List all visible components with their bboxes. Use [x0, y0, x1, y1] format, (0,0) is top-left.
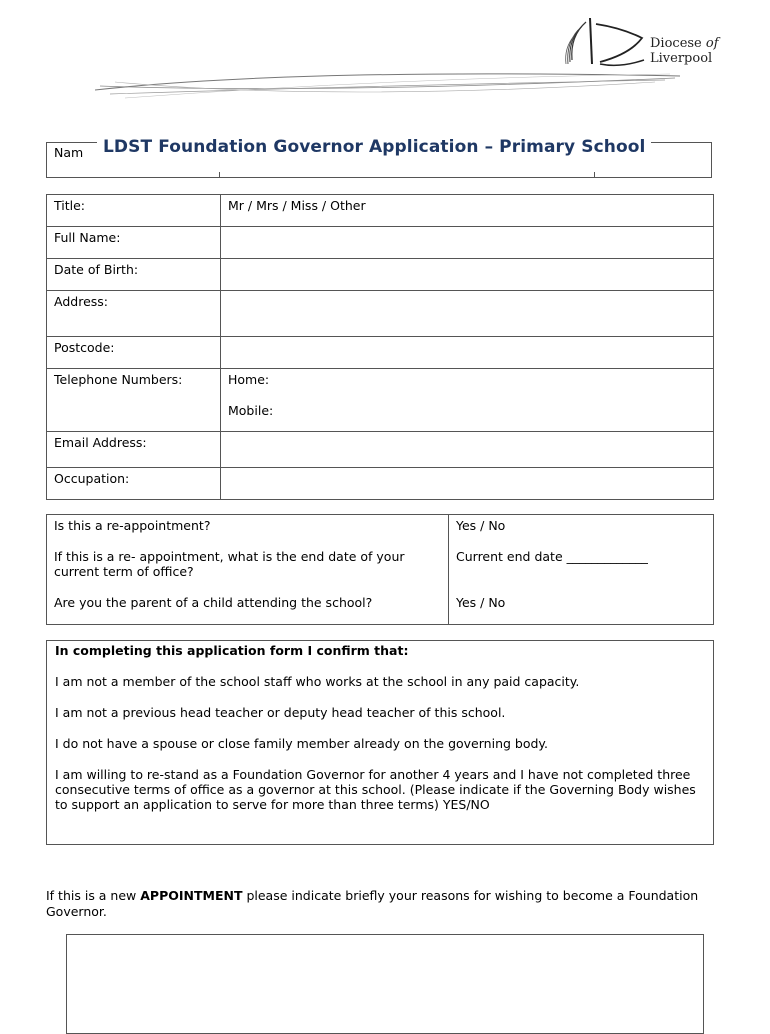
dob-label: Date of Birth: — [47, 259, 221, 291]
full-name-label: Full Name: — [47, 227, 221, 259]
diocese-logo — [560, 14, 740, 70]
telephone-field[interactable] — [221, 369, 714, 432]
logo-line2: Liverpool — [650, 51, 713, 66]
divider-tick — [219, 172, 220, 178]
end-date-question: If this is a re- appointment, what is the end date of your current term of office? — [54, 549, 405, 579]
table-row — [47, 291, 714, 337]
postcode-label: Postcode: — [47, 337, 221, 369]
mobile-phone-label: Mobile: — [228, 403, 274, 418]
table-row — [47, 515, 714, 619]
new-appt-bold: APPOINTMENT — [140, 888, 243, 903]
parent-question: Are you the parent of a child attending the school? — [54, 595, 373, 610]
table-row — [47, 468, 714, 500]
title-field[interactable]: Mr / Mrs / Miss / Other — [221, 195, 714, 227]
occupation-label: Occupation: — [47, 468, 221, 500]
end-date-answer[interactable]: Current end date _____________ — [456, 549, 648, 564]
new-appt-suffix: please indicate briefly your reasons for wishing to become a Foundation Governor. — [46, 888, 699, 919]
appointment-questions-table — [46, 514, 714, 625]
reappointment-question: Is this a re-appointment? — [54, 518, 211, 533]
address-label: Address: — [47, 291, 221, 337]
confirm-item: I am willing to re-stand as a Foundation Governor for another 4 years and I have not completed three consecutive terms of office as a governor at this school. (Please indicate if the Governing Body wishes to support an application to serve for more than three terms) YES/NO — [55, 767, 696, 812]
reasons-text-area[interactable] — [66, 934, 704, 1034]
email-field[interactable] — [221, 432, 714, 468]
title-box — [46, 137, 712, 178]
logo-of: of — [705, 36, 719, 51]
address-field[interactable] — [221, 291, 714, 337]
table-row — [47, 259, 714, 291]
occupation-field[interactable] — [221, 468, 714, 500]
question-cell — [47, 515, 449, 619]
title-cover — [97, 137, 651, 157]
logo-text — [650, 36, 719, 66]
decorative-swoosh — [95, 64, 680, 106]
logo-line1: Diocese — [650, 36, 702, 51]
postcode-field[interactable] — [221, 337, 714, 369]
reappointment-answer[interactable]: Yes / No — [456, 518, 506, 533]
dob-field[interactable] — [221, 259, 714, 291]
table-row — [47, 227, 714, 259]
table-row — [47, 195, 714, 227]
table-row — [47, 618, 714, 624]
confirmation-box — [46, 640, 714, 845]
table-row — [47, 337, 714, 369]
page-title: LDST Foundation Governor Application – Primary School — [103, 137, 646, 157]
divider-tick — [594, 172, 595, 178]
confirm-item: I am not a previous head teacher or deputy head teacher of this school. — [55, 705, 506, 720]
name-fragment: Nam — [54, 145, 84, 160]
telephone-label: Telephone Numbers: — [47, 369, 221, 432]
personal-details-table — [46, 194, 714, 500]
title-label: Title: — [47, 195, 221, 227]
spacer-cell — [449, 618, 714, 624]
answer-cell — [449, 515, 714, 619]
new-appointment-instructions — [46, 888, 716, 920]
confirm-heading: In completing this application form I confirm that: — [55, 643, 409, 658]
confirm-item: I do not have a spouse or close family member already on the governing body. — [55, 736, 548, 751]
home-phone-label: Home: — [228, 372, 270, 387]
parent-answer[interactable]: Yes / No — [456, 595, 506, 610]
ship-sail-icon — [560, 14, 650, 70]
table-row — [47, 432, 714, 468]
full-name-field[interactable] — [221, 227, 714, 259]
table-row — [47, 369, 714, 432]
confirm-item: I am not a member of the school staff who works at the school in any paid capacity. — [55, 674, 580, 689]
email-label: Email Address: — [47, 432, 221, 468]
new-appt-prefix: If this is a new — [46, 888, 141, 903]
spacer-cell — [47, 618, 449, 624]
